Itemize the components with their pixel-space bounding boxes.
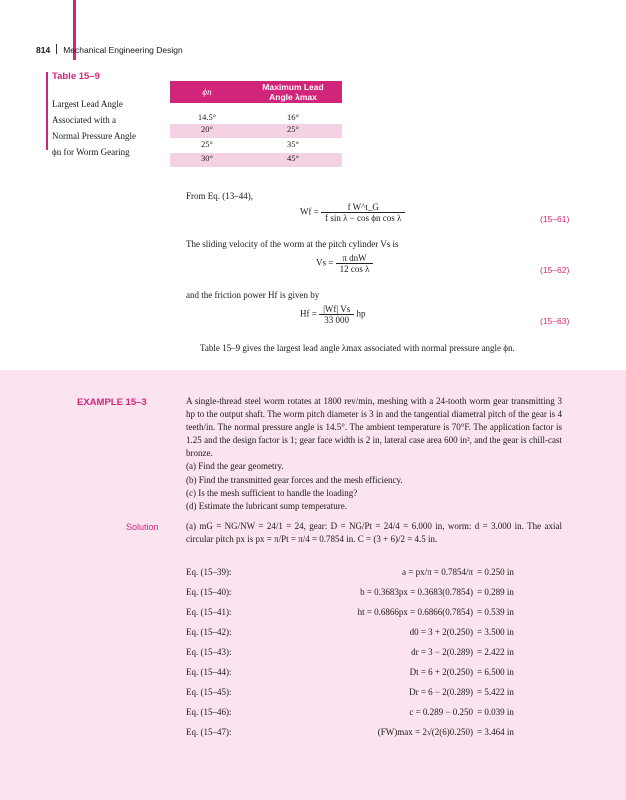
step-result: = 0.250 in — [477, 567, 514, 577]
eq-lhs: Hf = — [300, 308, 317, 319]
cell-phi: 25° — [201, 139, 213, 149]
eq-number: (15–63) — [540, 316, 570, 326]
step-expression: Dr = 6 − 2(0.289) — [409, 687, 473, 697]
running-header — [36, 44, 183, 55]
caption-line: Largest Lead Angle — [52, 99, 123, 109]
eq-denominator: 12 cos λ — [339, 264, 370, 274]
eq-fraction — [336, 253, 374, 274]
cell-phi: 14.5° — [197, 112, 217, 122]
equation-15-62 — [316, 253, 373, 274]
step-expression: b = 0.3683px = 0.3683(0.7854) — [360, 587, 473, 597]
cell-phi: 20° — [201, 124, 213, 134]
caption-line: Normal Pressure Angle — [52, 131, 136, 141]
eq-fraction — [321, 202, 405, 223]
eq-numerator: |Wf| Vs — [319, 304, 354, 315]
cell-lambda: 45° — [287, 153, 299, 163]
step-eq-ref: Eq. (15–46): — [186, 707, 232, 717]
step-result: = 0.039 in — [477, 707, 514, 717]
step-eq-ref: Eq. (15–43): — [186, 647, 232, 657]
step-expression: c = 0.289 − 0.250 — [409, 707, 473, 717]
caption-line: Associated with a — [52, 115, 116, 125]
equation-15-63 — [300, 304, 366, 325]
example-task: (b) Find the transmitted gear forces and the mesh efficiency. — [186, 474, 403, 485]
step-result: = 2.422 in — [477, 647, 514, 657]
table-caption — [52, 96, 136, 160]
step-expression: a = px/π = 0.7854/π — [402, 567, 473, 577]
table-header — [170, 81, 342, 103]
from-eq-text: From Eq. (13–44), — [186, 191, 253, 201]
caption-line: ϕn for Worm Gearing — [52, 147, 130, 157]
example-task: (c) Is the mesh sufficient to handle the loading? — [186, 487, 358, 498]
step-result: = 0.289 in — [477, 587, 514, 597]
page-number: 814 — [36, 45, 51, 55]
example-paragraph: A single-thread steel worm rotates at 1800 rev/min, meshing with a 24-tooth worm gear transmitting 3 hp to the output shaft. The worm pitch diameter is 3 in and the tangential diametral pitch of the gear is 4 teeth/in. The normal pressure angle is 14.5°. The ambient temperature is 70°F. The application factor is 1.25 and the design factor is 1; gear face width is 2 in, lateral case area 600 in², and the gear is chill-cast bronze. — [186, 396, 562, 459]
step-expression: (FW)max = 2√(2(6)0.250) — [377, 727, 473, 737]
cell-lambda: 16° — [287, 112, 299, 122]
table-note-text: Table 15–9 gives the largest lead angle λmax associated with normal pressure angle ϕn. — [200, 343, 515, 353]
step-eq-ref: Eq. (15–45): — [186, 687, 232, 697]
table-row — [170, 153, 342, 167]
step-eq-ref: Eq. (15–44): — [186, 667, 232, 677]
example-task: (d) Estimate the lubricant sump temperature. — [186, 500, 347, 511]
col-header-line: Maximum Lead — [262, 82, 324, 92]
eq-numerator: π dnW — [336, 253, 374, 264]
eq-unit: hp — [356, 308, 366, 319]
step-eq-ref: Eq. (15–47): — [186, 727, 232, 737]
step-result: = 0.539 in — [477, 607, 514, 617]
example-statement — [186, 395, 562, 513]
col-header-line: Angle λmax — [269, 92, 317, 102]
eq-lhs: Wf = — [300, 206, 319, 217]
friction-power-text: and the friction power Hf is given by — [186, 290, 320, 300]
table-row — [170, 124, 342, 138]
cell-lambda: 35° — [287, 139, 299, 149]
step-result: = 5.422 in — [477, 687, 514, 697]
step-result: = 3.464 in — [477, 727, 514, 737]
sliding-velocity-text: The sliding velocity of the worm at the pitch cylinder Vs is — [186, 239, 399, 249]
example-task: (a) Find the gear geometry. — [186, 461, 284, 472]
col-header-lambda — [244, 82, 342, 102]
step-expression: d0 = 3 + 2(0.250) — [409, 627, 473, 637]
book-title: Mechanical Engineering Design — [63, 45, 183, 55]
step-expression: ht = 0.6866px = 0.6866(0.7854) — [357, 607, 473, 617]
step-eq-ref: Eq. (15–42): — [186, 627, 232, 637]
eq-lhs: Vs = — [316, 257, 334, 268]
step-eq-ref: Eq. (15–41): — [186, 607, 232, 617]
step-expression: dr = 3 − 2(0.289) — [411, 647, 473, 657]
header-divider — [56, 44, 57, 54]
col-header-phi: ϕn — [202, 87, 212, 97]
example-label: EXAMPLE 15–3 — [77, 397, 147, 408]
eq-number: (15–61) — [540, 214, 570, 224]
table-accent-bar — [46, 72, 48, 150]
table-title: Table 15–9 — [52, 71, 100, 82]
solution-intro: (a) mG = NG/NW = 24/1 = 24, gear: D = NG/Pt = 24/4 = 6.000 in, worm: d = 3.000 in. The axial circular pitch px is px = π/Pt = π/4 = 0.7854 in. C = (3 + 6)/2 = 4.5 in. — [186, 521, 562, 545]
cell-lambda: 25° — [287, 124, 299, 134]
step-expression: Dt = 6 + 2(0.250) — [409, 667, 473, 677]
step-eq-ref: Eq. (15–39): — [186, 567, 232, 577]
step-result: = 6.500 in — [477, 667, 514, 677]
eq-numerator: f W^t_G — [321, 202, 405, 213]
cell-phi: 30° — [201, 153, 213, 163]
eq-fraction — [319, 304, 354, 325]
step-result: = 3.500 in — [477, 627, 514, 637]
equation-15-61 — [300, 202, 405, 223]
table-row — [170, 139, 342, 153]
eq-denominator: f sin λ − cos ϕn cos λ — [325, 213, 402, 223]
eq-number: (15–62) — [540, 265, 570, 275]
eq-denominator: 33 000 — [324, 315, 350, 325]
solution-label: Solution — [126, 522, 159, 532]
step-eq-ref: Eq. (15–40): — [186, 587, 232, 597]
